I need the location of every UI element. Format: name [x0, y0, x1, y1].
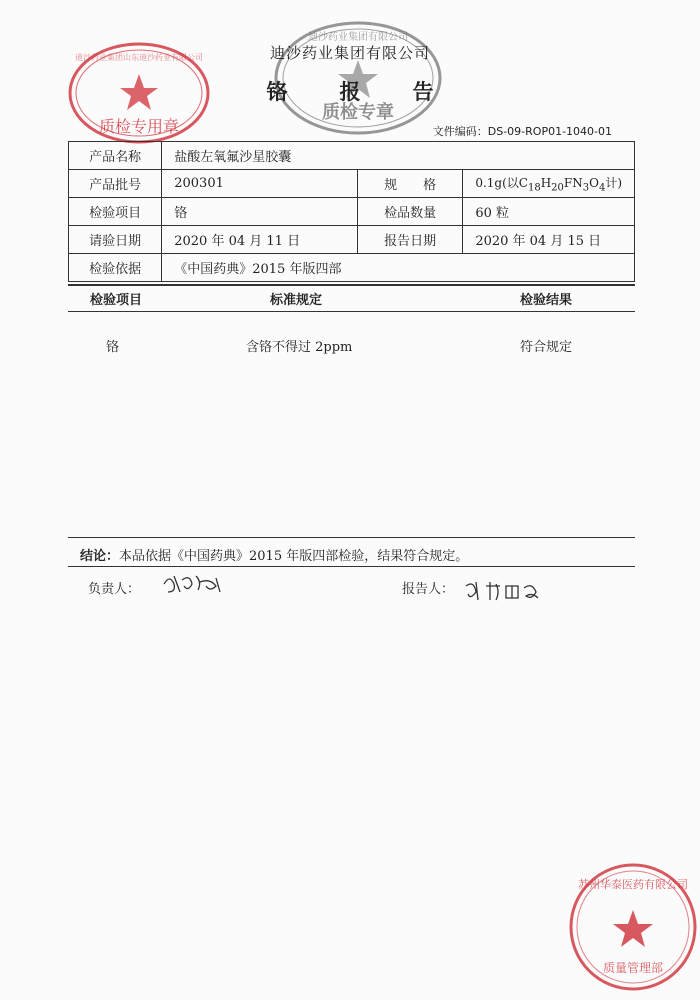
table-row [69, 226, 635, 254]
product-name-label: 产品名称 [69, 142, 162, 170]
result-value: 符合规定 [520, 340, 573, 355]
request-date-label: 请验日期 [69, 226, 162, 254]
bottom-stamp-label: 质量管理部 [602, 961, 664, 975]
divider [68, 537, 635, 538]
report-title [0, 76, 700, 106]
table-row [69, 170, 635, 198]
product-name-value: 盐酸左氧氟沙星胶囊 [162, 142, 635, 170]
responsible-signature [160, 570, 230, 596]
basis-value: 《中国药典》2015 年版四部 [162, 254, 635, 282]
reporter-label: 报告人： [402, 582, 455, 597]
bottom-quality-stamp [566, 860, 700, 994]
result-standard: 含铬不得过 2ppm [246, 340, 353, 355]
spec-label: 规 格 [358, 170, 463, 198]
table-row [69, 142, 635, 170]
col-header-standard: 标准规定 [270, 293, 323, 308]
center-stamp-label: 质检专章 [322, 102, 394, 123]
conclusion-text: 本品依据《中国药典》2015 年版四部检验，结果符合规定。 [119, 549, 469, 564]
divider [68, 284, 635, 286]
item-label: 检验项目 [69, 198, 162, 226]
col-header-result: 检验结果 [520, 293, 573, 308]
report-date-label: 报告日期 [358, 226, 463, 254]
bottom-stamp-ring: 苏州华泰医药有限公司 [578, 878, 688, 891]
qty-label: 检品数量 [358, 198, 463, 226]
result-item: 铬 [106, 340, 120, 355]
center-stamp-ring: 迪沙药业集团有限公司 [308, 32, 408, 43]
table-row [69, 198, 635, 226]
conclusion [80, 545, 468, 564]
divider [68, 566, 635, 567]
file-number-label: 文件编码： [432, 125, 488, 138]
divider [68, 311, 635, 312]
company-name: 迪沙药业集团有限公司 [269, 44, 430, 62]
basis-label: 检验依据 [69, 254, 162, 282]
title-char-1: 铬 [266, 79, 288, 104]
spec-value: 0.1g(以$C_{18}H_{20}FN_3O_4$计) [463, 170, 635, 198]
item-value: 铬 [162, 198, 358, 226]
batch-label: 产品批号 [69, 170, 162, 198]
report-date-value: 2020 年 04 月 15 日 [463, 226, 635, 254]
title-char-3: 告 [412, 79, 434, 104]
reporter-signature [462, 578, 544, 604]
product-info-table [68, 141, 635, 282]
title-char-2: 报 [339, 79, 361, 104]
responsible-label: 负责人： [88, 582, 141, 597]
file-number [433, 123, 612, 139]
batch-value: 200301 [162, 170, 358, 198]
request-date-value: 2020 年 04 月 11 日 [162, 226, 358, 254]
table-row [69, 254, 635, 282]
file-number-value: DS-09-ROP01-1040-01 [487, 125, 612, 138]
conclusion-label: 结论： [80, 549, 120, 564]
left-stamp-ring: 迪沙药业集团山东迪沙药业有限公司 [75, 53, 203, 62]
col-header-item: 检验项目 [90, 293, 143, 308]
left-stamp-label: 质检专用章 [98, 117, 180, 136]
qty-value: 60 粒 [463, 198, 635, 226]
